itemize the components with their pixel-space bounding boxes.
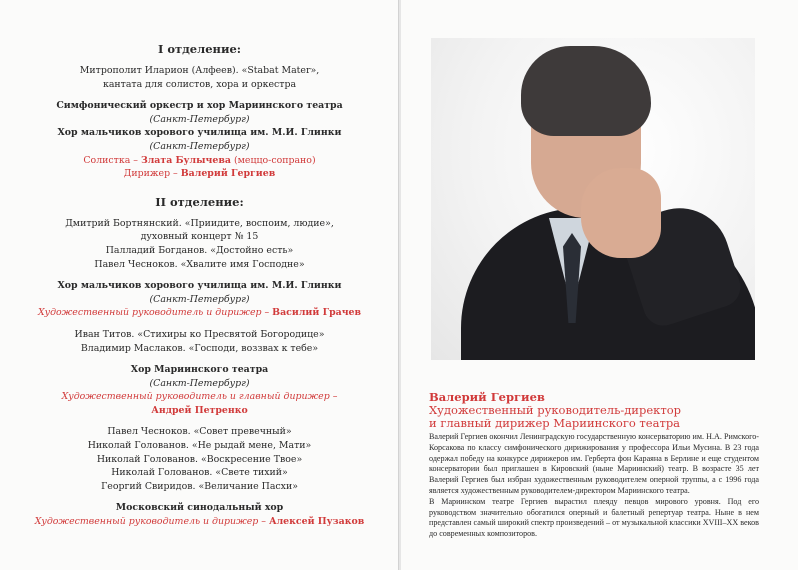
- conductor-role: Дирижер –: [123, 168, 181, 180]
- choir1-director-name: Василий Грачев: [272, 307, 362, 319]
- choir2-director-name: Андрей Петренко: [151, 404, 248, 416]
- work-line: Владимир Маслаков. «Господи, воззвах к тебе»: [80, 342, 319, 354]
- work-line: духовный концерт № 15: [140, 231, 259, 243]
- bio-paragraph: В Мариинском театре Гергиев вырастил плеяду певцов мирового уровня. Под его руководством значительно обогатился оперный и балетный репертуар театра. Ныне в нем представлен самый широкий спектр произведений – от музыкальной классики XVIII–XX веков до современных композиторов.: [429, 496, 759, 539]
- conductor-portrait: [431, 38, 755, 360]
- bio-text: [429, 432, 759, 540]
- soloist-line: [18, 154, 381, 168]
- work-line: Георгий Свиридов. «Величание Пасхи»: [101, 480, 298, 492]
- choir1: Хор мальчиков хорового училища им. М.И. Глинки: [57, 280, 342, 292]
- work-line: Павел Чесноков. «Хвалите имя Господне»: [94, 258, 305, 270]
- work-line: Павел Чесноков. «Совет превечный»: [107, 426, 292, 438]
- choir1-director-role: Художественный руководитель и дирижер –: [37, 307, 273, 319]
- choir1-director-line: [18, 306, 381, 320]
- conductor-name: Валерий Гергиев: [180, 168, 276, 180]
- choir2-city: (Санкт-Петербург): [149, 377, 250, 389]
- bio-role-line2: и главный дирижер Мариинского театра: [429, 416, 681, 430]
- part1-title: I отделение:: [157, 42, 242, 56]
- work-line: Иван Титов. «Стихиры ко Пресвятой Богородице»: [74, 328, 325, 340]
- soloist-voice: (меццо-сопрано): [230, 154, 316, 166]
- choir3-director-line: [18, 515, 381, 529]
- ensemble1-city: (Санкт-Петербург): [149, 113, 250, 125]
- work-line: Николай Голованов. «Не рыдай мене, Мати»: [87, 440, 312, 452]
- work-line: Николай Голованов. «Воскресение Твое»: [96, 453, 303, 465]
- work-line: Палладий Богданов. «Достойно есть»: [105, 244, 294, 256]
- choir3-director-name: Алексей Пузаков: [268, 516, 365, 528]
- ensemble2-city: (Санкт-Петербург): [149, 140, 250, 152]
- bio-paragraph: Валерий Гергиев окончил Ленинградскую государственную консерваторию им. Н.А. Римского-Корсакова по классу симфонического дирижирования у профессора Ильи Мусина. В 23 года одержал победу на конкурсе дирижеров им. Герберта фон Караяна в Берлине и еще студентом консерватории был приглашен в Кировский (ныне Мариинский) театр. В возрасте 35 лет Валерий Гергиев был избран художественным руководителем оперной труппы, а с 1996 года является художественным руководителем-директором Мариинского театра.: [429, 432, 759, 495]
- right-page-biography: [401, 0, 798, 570]
- part1-work-line2: кантата для солистов, хора и оркестра: [102, 78, 297, 90]
- ensemble2: Хор мальчиков хорового училища им. М.И. Глинки: [57, 127, 342, 139]
- conductor-line: [18, 167, 381, 181]
- choir3-director-role: Художественный руководитель и дирижер –: [34, 516, 269, 528]
- choir1-city: (Санкт-Петербург): [149, 293, 250, 305]
- bio-name: Валерий Гергиев: [429, 390, 545, 404]
- choir2-director-role: Художественный руководитель и главный дирижер –: [61, 391, 338, 403]
- work-line: Николай Голованов. «Свете тихий»: [111, 467, 288, 479]
- part2-title: II отделение:: [155, 194, 244, 209]
- soloist-name: Злата Булычева: [140, 154, 231, 166]
- part1-work-line1: Митрополит Иларион (Алфеев). «Stabat Mater»,: [79, 65, 320, 76]
- ensemble1: Симфонический оркестр и хор Мариинского театра: [56, 100, 343, 112]
- soloist-role: Солистка –: [83, 154, 141, 166]
- bio-role-line1: Художественный руководитель-директор: [429, 403, 681, 417]
- choir2: Хор Мариинского театра: [130, 364, 269, 376]
- choir3: Московский синодальный хор: [115, 502, 284, 514]
- work-line: Дмитрий Бортнянский. «Приидите, воспоим, людие»,: [65, 217, 334, 229]
